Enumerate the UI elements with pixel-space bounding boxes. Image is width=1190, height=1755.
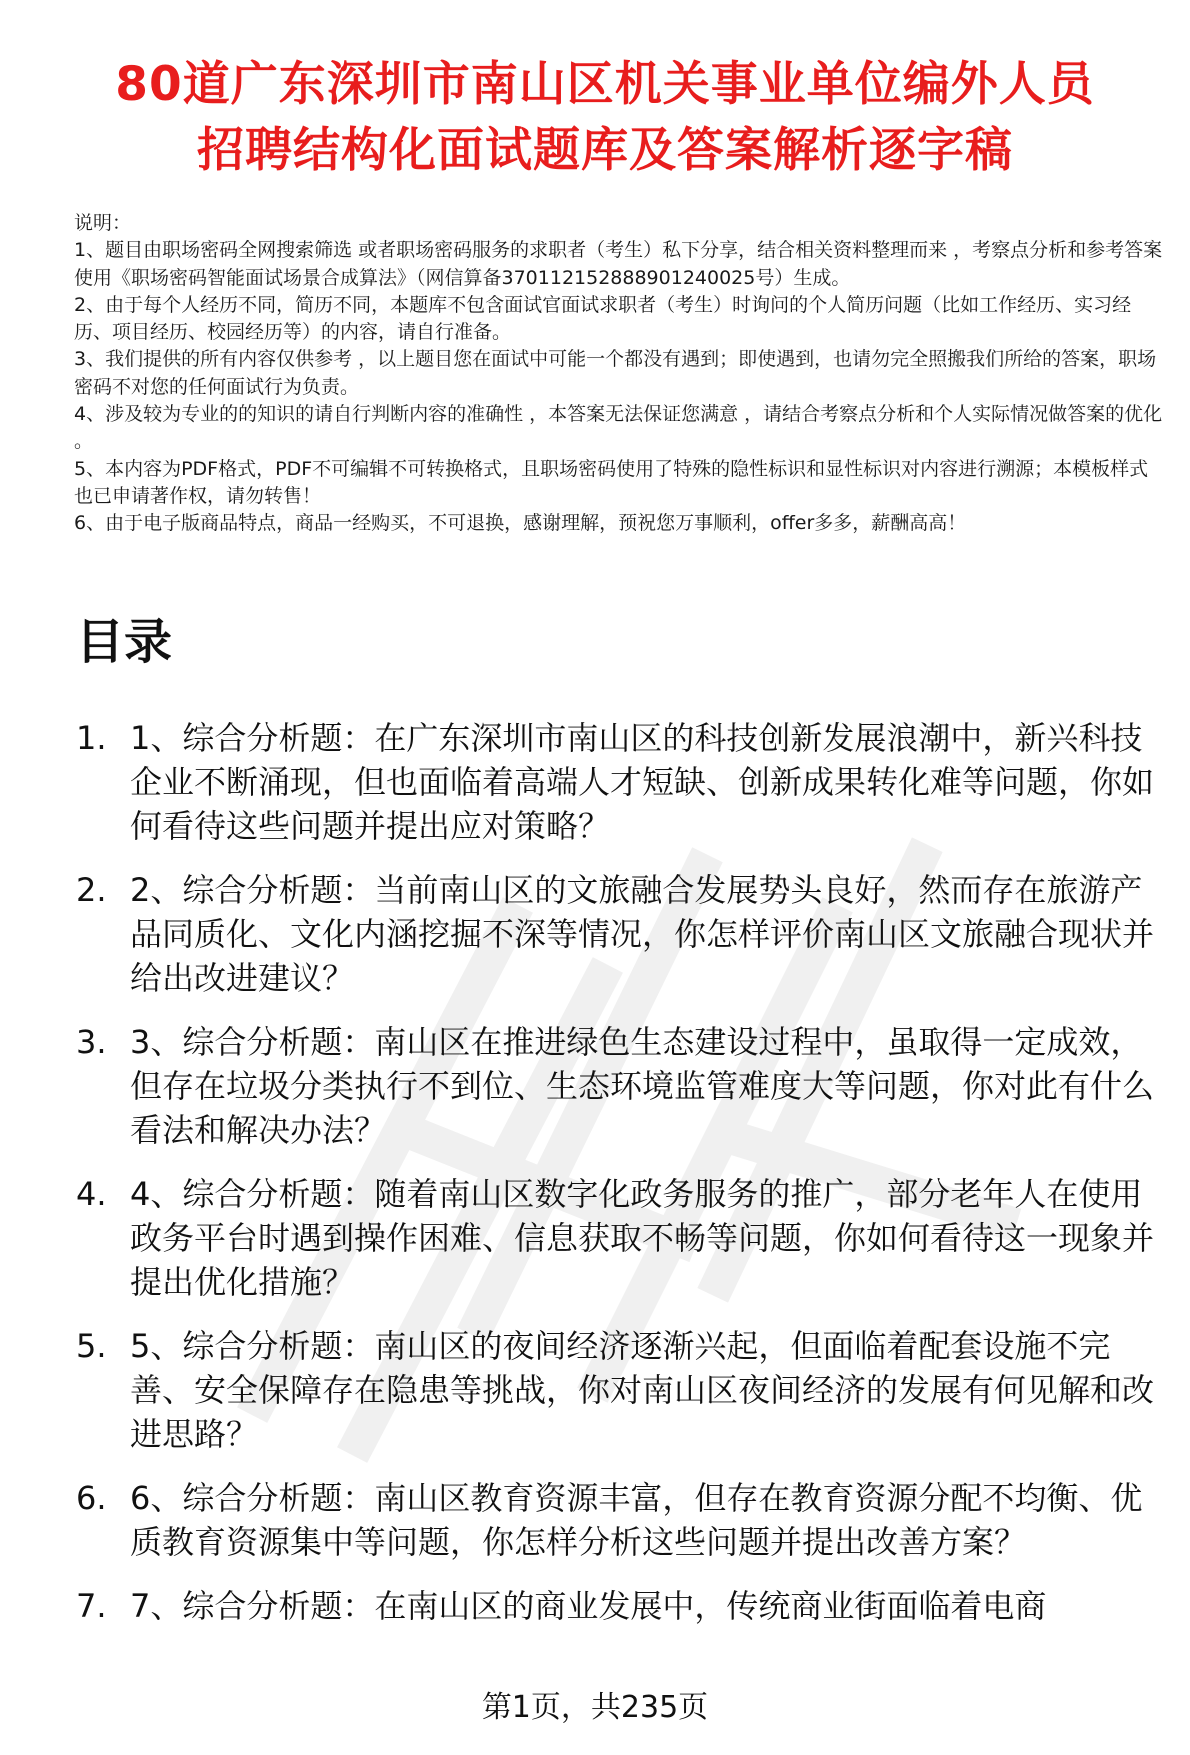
toc-item[interactable]: [76, 716, 1166, 848]
toc-item-text: 5、综合分析题：南山区的夜间经济逐渐兴起，但面临着配套设施不完善、安全保障存在隐患等挑战，你对南山区夜间经济的发展有何见解和改进思路？: [130, 1327, 1155, 1453]
toc-item[interactable]: [76, 1324, 1166, 1456]
note-item: 4、涉及较为专业的的知识的请自行判断内容的准确性 ，本答案无法保证您满意 ，请结合考察点分析和个人实际情况做答案的优化 。: [74, 403, 1163, 453]
note-item: 3、我们提供的所有内容仅供参考 ，以上题目您在面试中可能一个都没有遇到；即使遇到，也请勿完全照搬我们所给的答案，职场密码不对您的任何面试行为负责。: [74, 348, 1157, 398]
toc-item-text: 2、综合分析题：当前南山区的文旅融合发展势头良好，然而存在旅游产品同质化、文化内涵挖掘不深等情况，你怎样评价南山区文旅融合现状并给出改进建议？: [130, 871, 1155, 997]
toc-item-text: 3、综合分析题：南山区在推进绿色生态建设过程中，虽取得一定成效，但存在垃圾分类执行不到位、生态环境监管难度大等问题，你对此有什么看法和解决办法？: [130, 1023, 1155, 1149]
toc-item[interactable]: [76, 1584, 1166, 1628]
document-title: [60, 52, 1150, 184]
title-line-1: 80道广东深圳市南山区机关事业单位编外人员: [115, 57, 1095, 112]
toc-heading: 目录: [76, 614, 173, 670]
toc-item-number: 4.: [76, 1175, 107, 1213]
toc-item[interactable]: [76, 1476, 1166, 1564]
toc-item-text: 6、综合分析题：南山区教育资源丰富，但存在教育资源分配不均衡、优质教育资源集中等问题，你怎样分析这些问题并提出改善方案？: [130, 1479, 1143, 1561]
toc-item-number: 3.: [76, 1023, 107, 1061]
title-line-2: 招聘结构化面试题库及答案解析逐字稿: [197, 123, 1013, 178]
notes-section: [74, 210, 1164, 538]
toc-item-number: 5.: [76, 1327, 107, 1365]
page-footer: 第1页，共235页: [481, 1690, 709, 1725]
toc-item[interactable]: [76, 1172, 1166, 1304]
toc-item[interactable]: [76, 868, 1166, 1000]
note-item: 2、由于每个人经历不同，简历不同，本题库不包含面试官面试求职者（考生）时询问的个人简历问题（比如工作经历、实习经历、项目经历、校园经历等）的内容，请自行准备。: [74, 293, 1132, 344]
toc-item-number: 6.: [76, 1479, 107, 1517]
toc-list: [76, 716, 1166, 1648]
note-item: 1、题目由职场密码全网搜索筛选 或者职场密码服务的求职者（考生）私下分享，结合相关资料整理而来 ，考察点分析和参考答案使用《职场密码智能面试场景合成算法》（网信算备370112152888901240025号）生成。: [74, 239, 1163, 289]
toc-item-text: 7、综合分析题：在南山区的商业发展中，传统商业街面临着电商: [130, 1587, 1047, 1625]
toc-item[interactable]: [76, 1020, 1166, 1152]
toc-item-number: 2.: [76, 871, 107, 909]
toc-item-text: 4、综合分析题：随着南山区数字化政务服务的推广，部分老年人在使用政务平台时遇到操作困难、信息获取不畅等问题，你如何看待这一现象并提出优化措施？: [130, 1175, 1155, 1301]
notes-heading: 说明：: [74, 212, 132, 234]
toc-item-number: 1.: [76, 719, 107, 757]
toc-item-number: 7.: [76, 1587, 107, 1625]
toc-item-text: 1、综合分析题：在广东深圳市南山区的科技创新发展浪潮中，新兴科技企业不断涌现，但也面临着高端人才短缺、创新成果转化难等问题，你如何看待这些问题并提出应对策略？: [130, 719, 1155, 845]
note-item: 6、由于电子版商品特点，商品一经购买，不可退换，感谢理解，预祝您万事顺利，offer多多，薪酬高高！: [74, 512, 967, 535]
note-item: 5、本内容为PDF格式，PDF不可编辑不可转换格式，且职场密码使用了特殊的隐性标识和显性标识对内容进行溯源；本模板样式也已申请著作权，请勿转售！: [74, 457, 1149, 507]
